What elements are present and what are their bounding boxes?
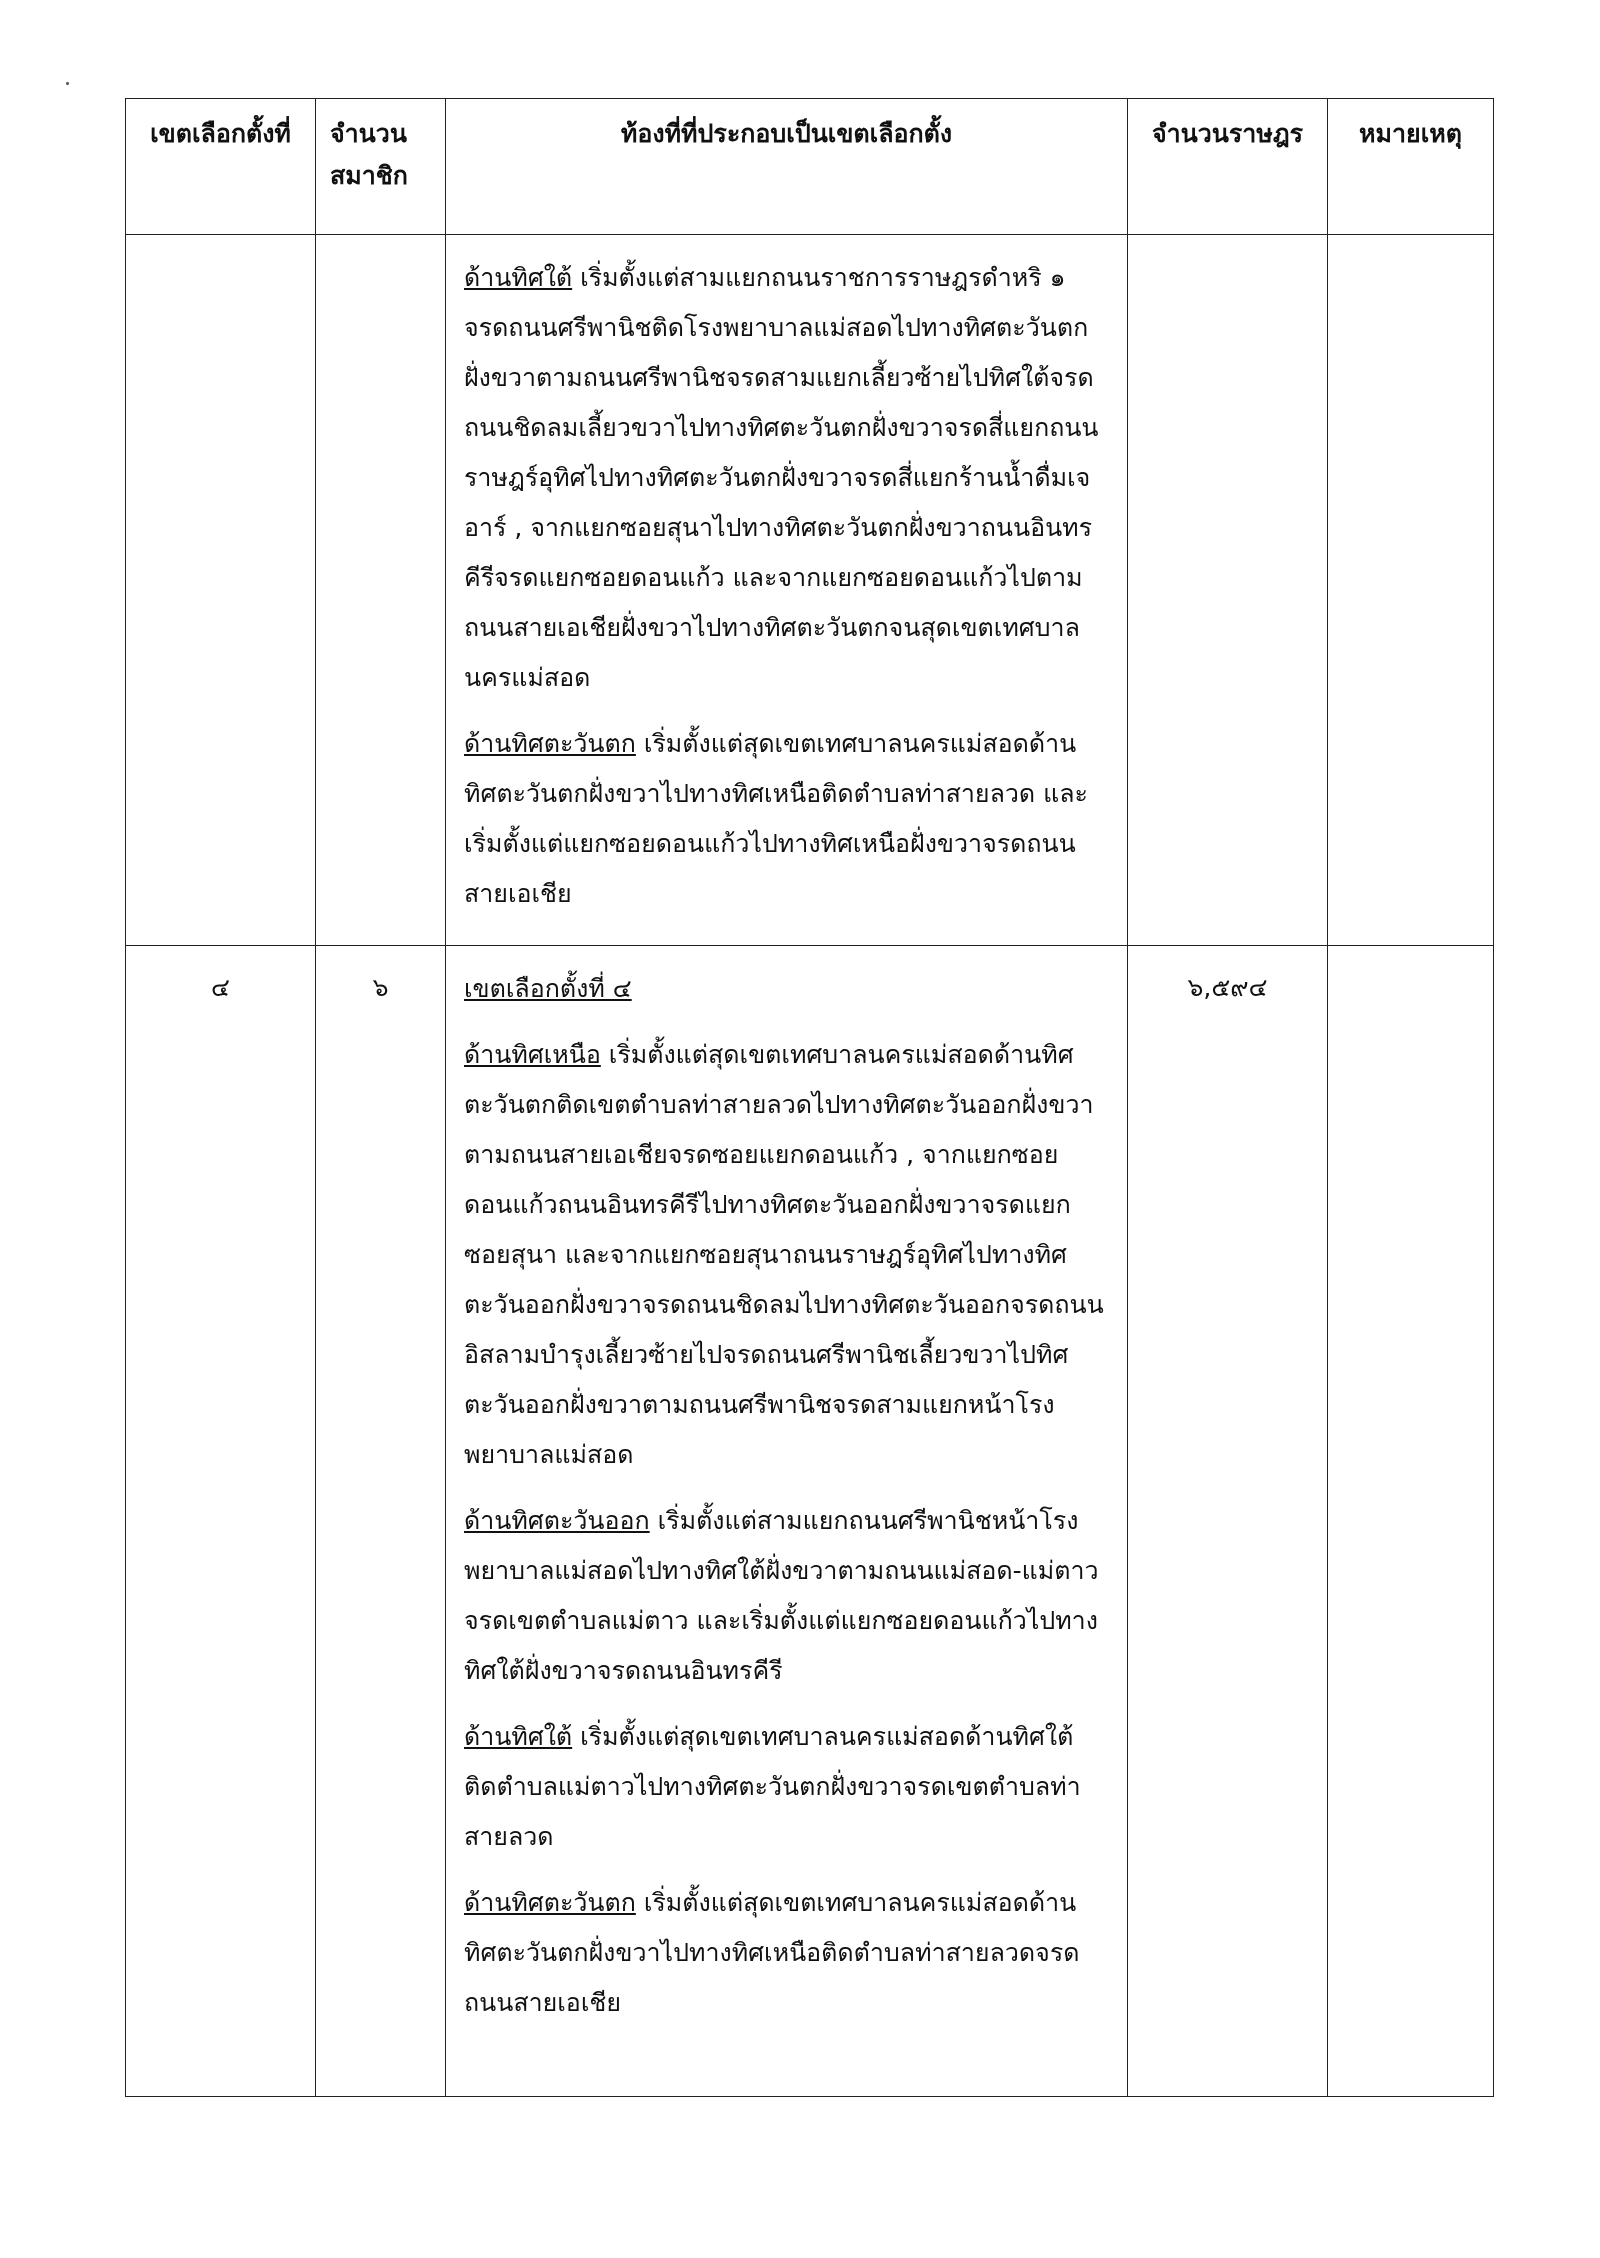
- boundary-heading: ด้านทิศเหนือ: [464, 1040, 601, 1069]
- cell-area-continued: [446, 235, 1128, 946]
- cell-population-empty: [1128, 235, 1328, 946]
- header-remarks: หมายเหตุ: [1328, 99, 1494, 235]
- table-header-row: [126, 99, 1494, 235]
- cell-remarks-empty: [1328, 235, 1494, 946]
- boundary-heading: ด้านทิศตะวันออก: [464, 1506, 650, 1535]
- header-member-count-line2: สมาชิก: [330, 161, 408, 190]
- boundary-paragraph: [464, 1712, 1105, 1862]
- header-member-count-line1: จำนวน: [330, 119, 407, 148]
- table-row-continued: [126, 235, 1494, 946]
- boundary-text: เริ่มตั้งแต่สุดเขตเทศบาลนครแม่สอดด้านทิศใต้ติดตำบลแม่ตาวไปทางทิศตะวันตกฝั่งขวาจรดเขตตำบลท่าสายลวด: [464, 1722, 1081, 1851]
- cell-area-district-4: [446, 946, 1128, 2097]
- boundary-text: เริ่มตั้งแต่สามแยกถนนราชการราษฎรดำหริ ๑ จรดถนนศรีพานิชติดโรงพยาบาลแม่สอดไปทางทิศตะวันตกฝั่งขวาตามถนนศรีพานิชจรดสามแยกเลี้ยวซ้ายไปทิศใต้จรดถนนชิดลมเลี้ยวขวาไปทางทิศตะวันตกฝั่งขวาจรดสี่แยกถนนราษฎร์อุทิศไปทางทิศตะวันตกฝั่งขวาจรดสี่แยกร้านน้ำดื่มเจอาร์ , จากแยกซอยสุนาไปทางทิศตะวันตกฝั่งขวาถนนอินทรคีรีจรดแยกซอยดอนแก้ว และจากแยกซอยดอนแก้วไปตามถนนสายเอเชียฝั่งขวาไปทางทิศตะวันตกจนสุดเขตเทศบาลนครแม่สอด: [464, 263, 1099, 692]
- boundary-paragraph: [464, 1030, 1105, 1480]
- table-row-district-4: [126, 946, 1494, 2097]
- scan-speck: [66, 82, 69, 85]
- boundary-heading: ด้านทิศตะวันตก: [464, 1888, 636, 1917]
- cell-population: ๖,๕๙๔: [1128, 946, 1328, 2097]
- boundary-text: เริ่มตั้งแต่สุดเขตเทศบาลนครแม่สอดด้านทิศตะวันตกฝั่งขวาไปทางทิศเหนือติดตำบลท่าสายลวด และเริ่มตั้งแต่แยกซอยดอนแก้วไปทางทิศเหนือฝั่งขวาจรดถนนสายเอเชีย: [464, 729, 1088, 908]
- electoral-district-table: [125, 98, 1494, 2097]
- boundary-heading: ด้านทิศใต้: [464, 1722, 573, 1751]
- boundary-heading: ด้านทิศตะวันตก: [464, 729, 636, 758]
- cell-member-count: ๖: [316, 946, 446, 2097]
- boundary-text: เริ่มตั้งแต่สามแยกถนนศรีพานิชหน้าโรงพยาบาลแม่สอดไปทางทิศใต้ฝั่งขวาตามถนนแม่สอด-แม่ตาวจรดเขตตำบลแม่ตาว และเริ่มตั้งแต่แยกซอยดอนแก้วไปทางทิศใต้ฝั่งขวาจรดถนนอินทรคีรี: [464, 1506, 1099, 1685]
- boundary-heading: ด้านทิศใต้: [464, 263, 573, 292]
- boundary-text: เริ่มตั้งแต่สุดเขตเทศบาลนครแม่สอดด้านทิศตะวันตกฝั่งขวาไปทางทิศเหนือติดตำบลท่าสายลวดจรดถนนสายเอเชีย: [464, 1888, 1080, 2017]
- boundary-paragraph: [464, 1496, 1105, 1696]
- boundary-text: เริ่มตั้งแต่สุดเขตเทศบาลนครแม่สอดด้านทิศตะวันตกติดเขตตำบลท่าสายลวดไปทางทิศตะวันออกฝั่งขวาตามถนนสายเอเชียจรดซอยแยกดอนแก้ว , จากแยกซอยดอนแก้วถนนอินทรคีรีไปทางทิศตะวันออกฝั่งขวาจรดแยกซอยสุนา และจากแยกซอยสุนาถนนราษฎร์อุทิศไปทางทิศตะวันออกฝั่งขวาจรดถนนชิดลมไปทางทิศตะวันออกจรดถนนอิสลามบำรุงเลี้ยวซ้ายไปจรดถนนศรีพานิชเลี้ยวขวาไปทิศตะวันออกฝั่งขวาตามถนนศรีพานิชจรดสามแยกหน้าโรงพยาบาลแม่สอด: [464, 1040, 1104, 1469]
- header-population: จำนวนราษฎร: [1128, 99, 1328, 235]
- header-member-count: [316, 99, 446, 235]
- cell-members-empty: [316, 235, 446, 946]
- header-district-number: เขตเลือกตั้งที่: [126, 99, 316, 235]
- cell-remarks: [1328, 946, 1494, 2097]
- cell-district-number: ๔: [126, 946, 316, 2097]
- cell-district-empty: [126, 235, 316, 946]
- header-area: ท้องที่ที่ประกอบเป็นเขตเลือกตั้ง: [446, 99, 1128, 235]
- boundary-paragraph: [464, 719, 1105, 919]
- district-title-text: เขตเลือกตั้งที่ ๔: [464, 974, 632, 1003]
- boundary-paragraph: [464, 253, 1105, 703]
- district-title: [464, 964, 1105, 1014]
- boundary-paragraph: [464, 1878, 1105, 2028]
